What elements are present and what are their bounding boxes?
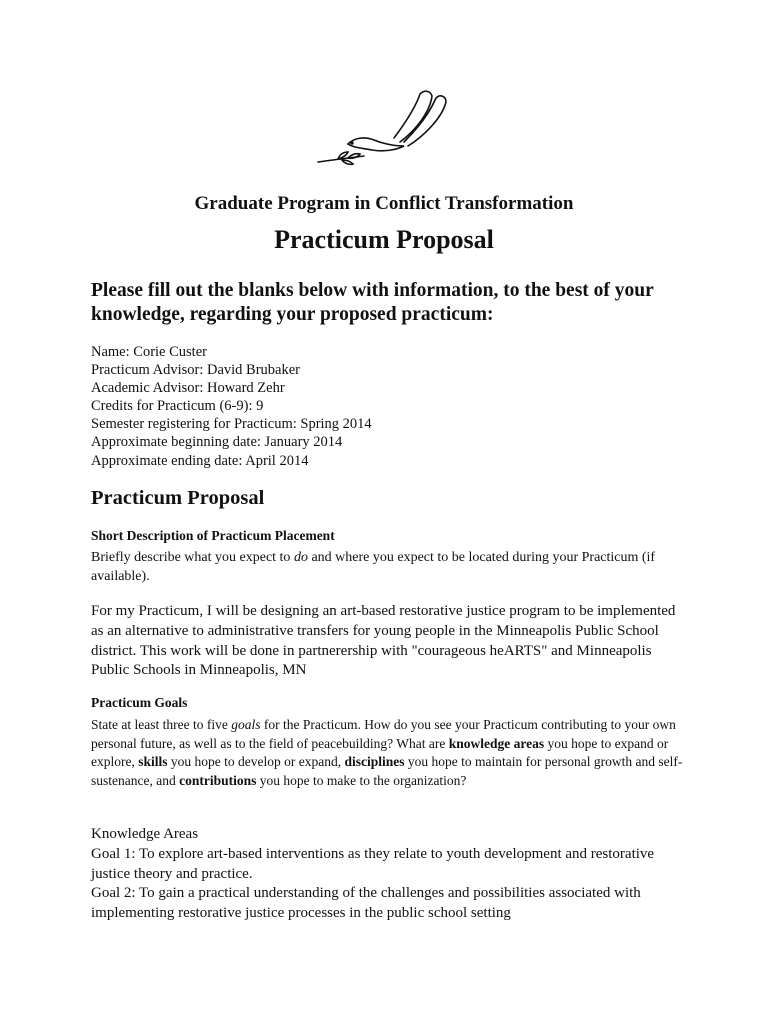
goals-prompt-emphasis: goals [231, 717, 261, 732]
goals-prompt [91, 716, 691, 790]
semester-field: Semester registering for Practicum: Spring 2014 [91, 416, 372, 433]
goals-response [91, 825, 691, 924]
knowledge-areas-label: Knowledge Areas [91, 826, 199, 842]
goal-1: Goal 1: To explore art-based interventions as they relate to youth development and restorative justice theory and practice. [91, 845, 655, 882]
name-field: Name: Corie Custer [91, 344, 207, 360]
goals-prompt-knowledge-areas: knowledge areas [448, 735, 545, 751]
placement-prompt-emphasis: do [293, 550, 308, 565]
academic-advisor-field: Academic Advisor: Howard Zehr [91, 380, 285, 397]
goals-prompt-text-2: for the Practicum. How do you see your Practicum contributing to your own personal future, as well as to the field of peacebuilding? What are [91, 717, 676, 751]
ending-date-field: Approximate ending date: April 2014 [91, 452, 309, 469]
proposal-heading: Practicum Proposal [91, 487, 265, 509]
beginning-date-field: Approximate beginning date: January 2014 [91, 434, 343, 451]
goals-prompt-disciplines: disciplines [344, 754, 405, 769]
placement-heading: Short Description of Practicum Placement [91, 528, 335, 543]
goals-prompt-text-6: you hope to make to the organization? [256, 772, 467, 788]
goals-prompt-text-1: State at least three to five [91, 717, 232, 732]
goals-prompt-text-5: you hope to maintain for personal growth and self-sustenance, and [91, 754, 683, 788]
program-name: Graduate Program in Conflict Transformation [194, 193, 574, 214]
goals-prompt-contributions: contributions [179, 772, 257, 788]
applicant-fields [91, 343, 372, 470]
goals-prompt-text-4: you hope to develop or expand, [167, 754, 345, 769]
placement-prompt-text-end: and where you expect to be located during your Practicum (if available). [91, 550, 656, 584]
placement-prompt [91, 549, 691, 586]
placement-response: For my Practicum, I will be designing an art-based restorative justice program to be implemented as an alternative to administrative transfers for young people in the Minneapolis Public School district. This work will be done in partnerership with "courageous heARTS" and Minneapolis Public Schools in Minneapolis, MN [91, 603, 676, 679]
goals-prompt-text-3: you hope to expand or explore, [91, 735, 669, 769]
goals-heading: Practicum Goals [91, 695, 188, 710]
goals-prompt-skills: skills [138, 754, 168, 769]
placement-prompt-text: Briefly describe what you expect to [91, 550, 294, 565]
credits-field: Credits for Practicum (6-9): 9 [91, 398, 264, 415]
goal-2: Goal 2: To gain a practical understanding of the challenges and possibilities associated with implementing restorative justice processes in the public school setting [91, 885, 641, 922]
document-title: Practicum Proposal [274, 225, 494, 254]
form-instructions: Please fill out the blanks below with information, to the best of your knowledge, regarding your proposed practicum: [91, 280, 654, 325]
dove-logo-icon [308, 86, 458, 174]
practicum-advisor-field: Practicum Advisor: David Brubaker [91, 362, 300, 379]
